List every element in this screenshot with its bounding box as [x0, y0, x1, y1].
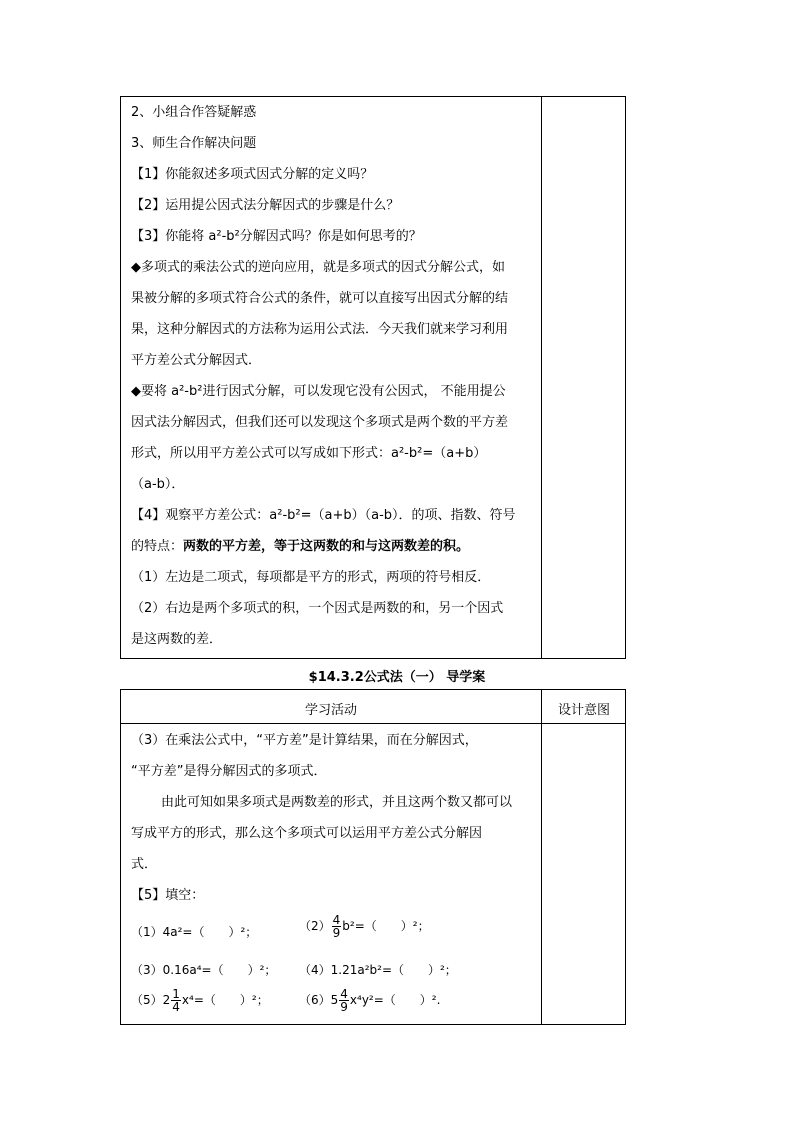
- numerator: 4: [332, 913, 341, 927]
- text-line: （1）左边是二项式，每项都是平方的形式，两项的符号相反．: [131, 570, 491, 585]
- exercise-prefix: （2）: [299, 919, 331, 933]
- question-5: 【5】填空：: [131, 888, 205, 903]
- exercise-prefix: （5）2: [131, 993, 171, 1007]
- denominator: 9: [340, 1000, 348, 1014]
- numerator: 1: [172, 987, 180, 1001]
- text-line: ◆要将 a²-b²进行因式分解，可以发现它没有公因式， 不能用提公: [131, 384, 506, 399]
- activity-table-top: [120, 96, 626, 659]
- text-line: （a-b）．: [131, 477, 185, 492]
- exercise-3: （3）0.16a⁴=（ ）²；: [131, 963, 277, 977]
- text-line: 由此可知如果多项式是两数差的形式，并且这两个数又都可以: [161, 795, 513, 810]
- text-line: 果被分解的多项式符合公式的条件，就可以直接写出因式分解的结: [131, 291, 509, 306]
- text-line: “平方差”是得分解因式的多项式．: [131, 764, 327, 779]
- exercise-suffix: x⁴=（ ）²；: [181, 993, 269, 1007]
- question-1: 【1】你能叙述多项式因式分解的定义吗？: [131, 167, 374, 182]
- text-line: 式．: [131, 857, 158, 872]
- exercise-4: （4）1.21a²b²=（ ）²；: [299, 963, 457, 977]
- text-line: 是这两数的差．: [131, 632, 223, 647]
- fraction: [332, 914, 342, 939]
- text-line: 平方差公式分解因式．: [131, 353, 262, 368]
- denominator: 9: [332, 926, 341, 940]
- text-line: （2）右边是两个多项式的积，一个因式是两数的和，另一个因式: [131, 601, 504, 616]
- question-4: 【4】观察平方差公式：a²-b²=（a+b）（a-b）．的项、指数、符号: [131, 508, 516, 523]
- exercise-5: [131, 988, 269, 1013]
- exercise-2: [299, 914, 430, 939]
- text-segment: 的特点：: [131, 539, 184, 554]
- text-line: 2、小组合作答疑解惑: [131, 105, 257, 120]
- text-line: （3）在乘法公式中，“平方差”是计算结果，而在分解因式，: [131, 733, 478, 748]
- text-line: 写成平方的形式，那么这个多项式可以运用平方差公式分解因: [131, 826, 483, 841]
- text-line: ◆多项式的乘法公式的逆向应用，就是多项式的因式分解公式，如: [131, 260, 505, 275]
- denominator: 4: [172, 1000, 180, 1014]
- exercise-prefix: （6）5: [299, 993, 339, 1007]
- fraction: [339, 988, 349, 1013]
- fraction: [171, 988, 181, 1013]
- activity-column: [121, 97, 541, 658]
- text-line: [131, 539, 469, 555]
- numerator: 4: [340, 987, 348, 1001]
- header-learning-activity: 学习活动: [304, 703, 357, 718]
- exercise-1: （1）4a²=（ ）²；: [131, 925, 258, 939]
- column-divider: [541, 97, 542, 658]
- exercise-suffix: x⁴y²=（ ）².: [349, 993, 441, 1007]
- header-design-intent: 设计意图: [557, 703, 610, 718]
- exercise-6: [299, 988, 440, 1013]
- exercise-suffix: b²=（ ）²；: [342, 919, 430, 933]
- question-2: 【2】运用提公因式法分解因式的步骤是什么？: [131, 198, 400, 213]
- header-divider: [121, 723, 625, 724]
- question-3: 【3】你能将 a²-b²分解因式吗？你是如何思考的？: [131, 229, 422, 244]
- text-line: 因式法分解因式，但我们还可以发现这个多项式是两个数的平方差: [131, 415, 509, 430]
- column-divider: [541, 690, 542, 1024]
- page-title: $14.3.2公式法（一） 导学案: [308, 670, 486, 685]
- activity-table-bottom: [120, 689, 626, 1025]
- bold-rule: 两数的平方差，等于这两数的和与这两数差的积。: [183, 539, 470, 554]
- text-line: 3、师生合作解决问题: [131, 136, 257, 151]
- text-line: 形式，所以用平方差公式可以写成如下形式：a²-b²=（a+b）: [131, 446, 487, 461]
- text-line: 果，这种分解因式的方法称为运用公式法．今天我们就来学习利用: [131, 322, 509, 337]
